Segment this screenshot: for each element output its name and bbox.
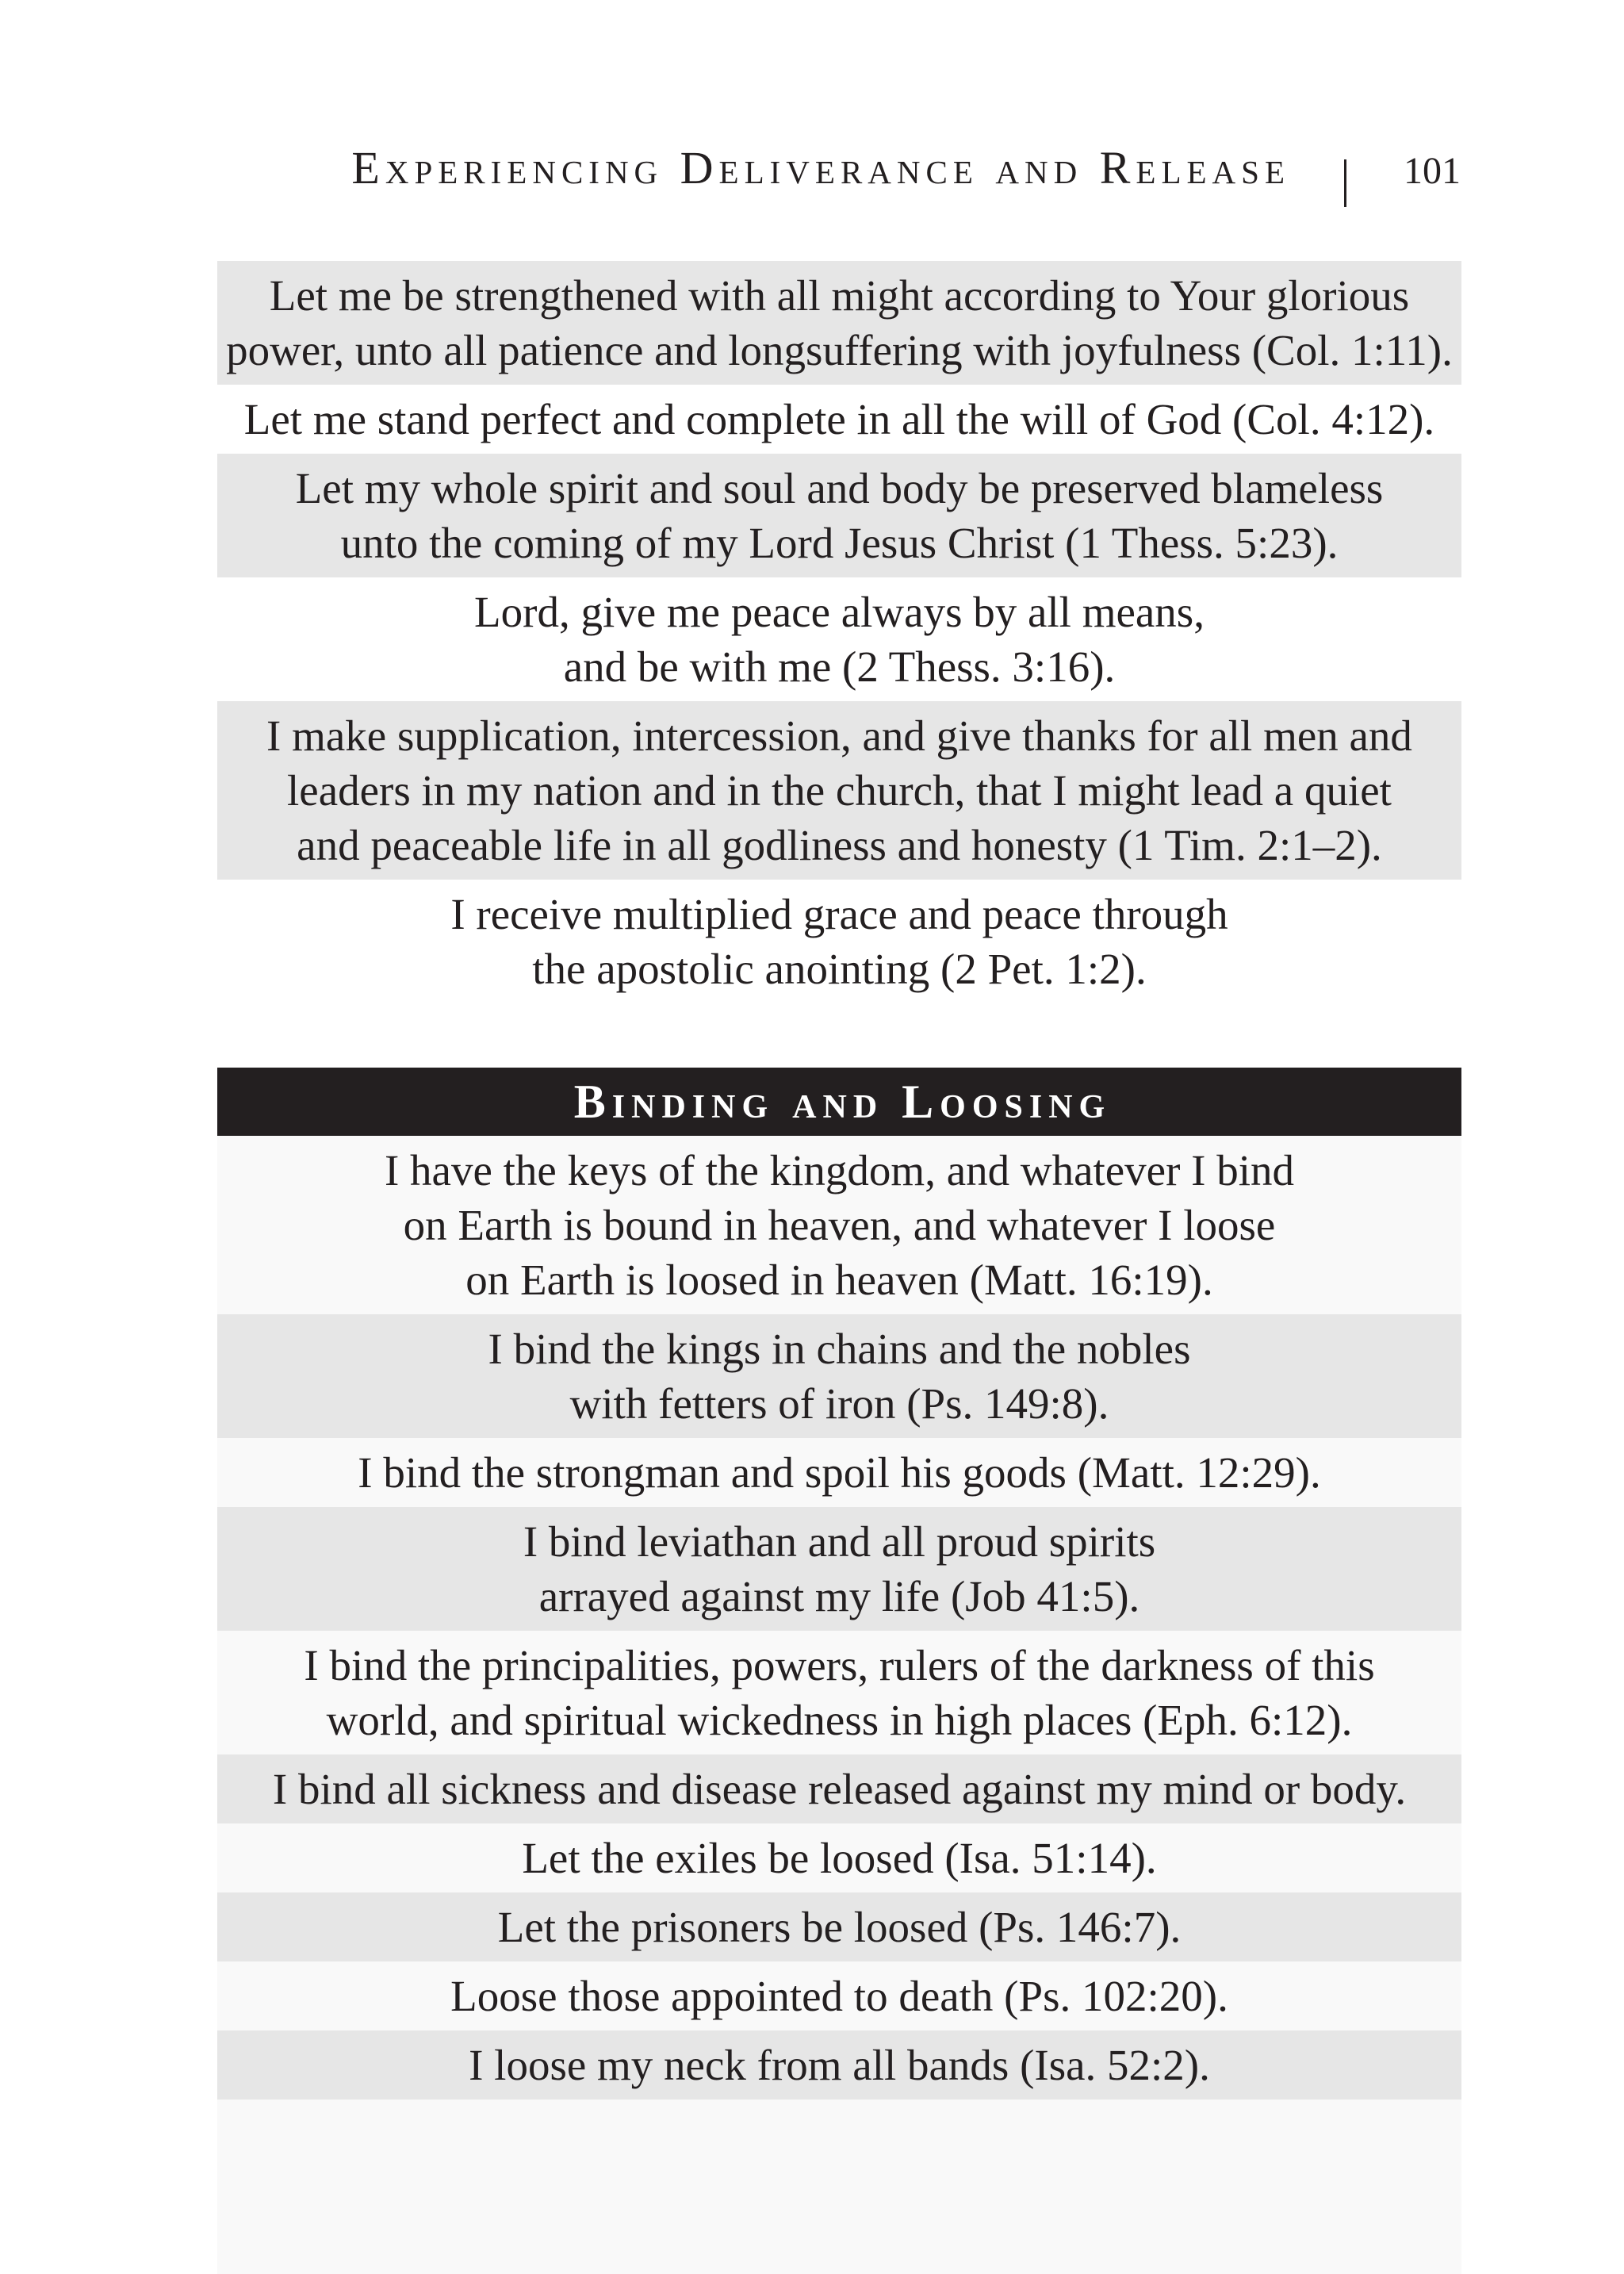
prayer-line: and be with me (2 Thess. 3:16). bbox=[563, 642, 1116, 691]
declaration-line: I bind the strongman and spoil his goods (Matt. 12:29). bbox=[358, 1448, 1321, 1497]
declaration-line: I have the keys of the kingdom, and whatever I bind bbox=[384, 1146, 1295, 1195]
section-heading: Binding and Loosing bbox=[217, 1068, 1461, 1136]
declaration-line: Let the prisoners be loosed (Ps. 146:7). bbox=[497, 1903, 1182, 1951]
prayer-line: Let my whole spirit and soul and body be preserved blameless bbox=[295, 464, 1384, 512]
prayer-line: unto the coming of my Lord Jesus Christ (1 Thess. 5:23). bbox=[340, 519, 1339, 567]
declaration-row bbox=[217, 1631, 1461, 1754]
declaration-line: with fetters of iron (Ps. 149:8). bbox=[569, 1379, 1109, 1428]
declaration-line: world, and spiritual wickedness in high places (Eph. 6:12). bbox=[326, 1696, 1353, 1744]
declaration-line: I bind all sickness and disease released against my mind or body. bbox=[272, 1765, 1407, 1813]
declaration-line: arrayed against my life (Job 41:5). bbox=[538, 1572, 1140, 1620]
prayer-line: power, unto all patience and longsuffering with joyfulness (Col. 1:11). bbox=[226, 326, 1453, 374]
declaration-row bbox=[217, 1136, 1461, 1314]
prayer-line: Let me stand perfect and complete in all the will of God (Col. 4:12). bbox=[243, 395, 1435, 443]
prayer-row bbox=[217, 701, 1461, 880]
prayer-row bbox=[217, 454, 1461, 577]
declaration-row bbox=[217, 1754, 1461, 1823]
declaration-row bbox=[217, 2030, 1461, 2100]
declaration-line: I bind the principalities, powers, rulers of the darkness of this bbox=[304, 1641, 1375, 1689]
declaration-row bbox=[217, 1823, 1461, 1892]
declaration-line: on Earth is bound in heaven, and whatever I loose bbox=[403, 1201, 1276, 1249]
prayer-line: I receive multiplied grace and peace through bbox=[450, 890, 1228, 938]
prayer-row bbox=[217, 577, 1461, 701]
declaration-row bbox=[217, 1961, 1461, 2030]
binding-loosing-list bbox=[217, 1136, 1461, 2274]
declaration-line: I loose my neck from all bands (Isa. 52:2). bbox=[469, 2041, 1210, 2089]
running-head-divider bbox=[1344, 159, 1346, 207]
prayer-row bbox=[217, 261, 1461, 385]
page-number: 101 bbox=[1404, 150, 1461, 192]
prayer-line: Let me be strengthened with all might according to Your glorious bbox=[269, 271, 1410, 320]
prayer-row bbox=[217, 385, 1461, 454]
declaration-row bbox=[217, 1438, 1461, 1507]
prayer-list bbox=[217, 261, 1461, 1003]
declaration-line: Let the exiles be loosed (Isa. 51:14). bbox=[522, 1834, 1157, 1882]
declaration-line: I bind the kings in chains and the nobles bbox=[488, 1325, 1191, 1373]
declaration-row bbox=[217, 1314, 1461, 1438]
declaration-line: I bind leviathan and all proud spirits bbox=[523, 1517, 1156, 1566]
declaration-line: Loose those appointed to death (Ps. 102:20). bbox=[450, 1972, 1228, 2020]
declaration-row bbox=[217, 1892, 1461, 1961]
prayer-line: I make supplication, intercession, and give thanks for all men and bbox=[266, 711, 1412, 760]
prayer-line: the apostolic anointing (2 Pet. 1:2). bbox=[532, 945, 1147, 993]
prayer-line: and peaceable life in all godliness and honesty (1 Tim. 2:1–2). bbox=[297, 821, 1382, 869]
prayer-row bbox=[217, 880, 1461, 1003]
declaration-row bbox=[217, 1507, 1461, 1631]
prayer-line: leaders in my nation and in the church, that I might lead a quiet bbox=[287, 766, 1392, 815]
declaration-line: on Earth is loosed in heaven (Matt. 16:19). bbox=[465, 1256, 1213, 1304]
running-head-title: Experiencing Deliverance and Release bbox=[351, 142, 1290, 194]
prayer-line: Lord, give me peace always by all means, bbox=[474, 588, 1205, 636]
